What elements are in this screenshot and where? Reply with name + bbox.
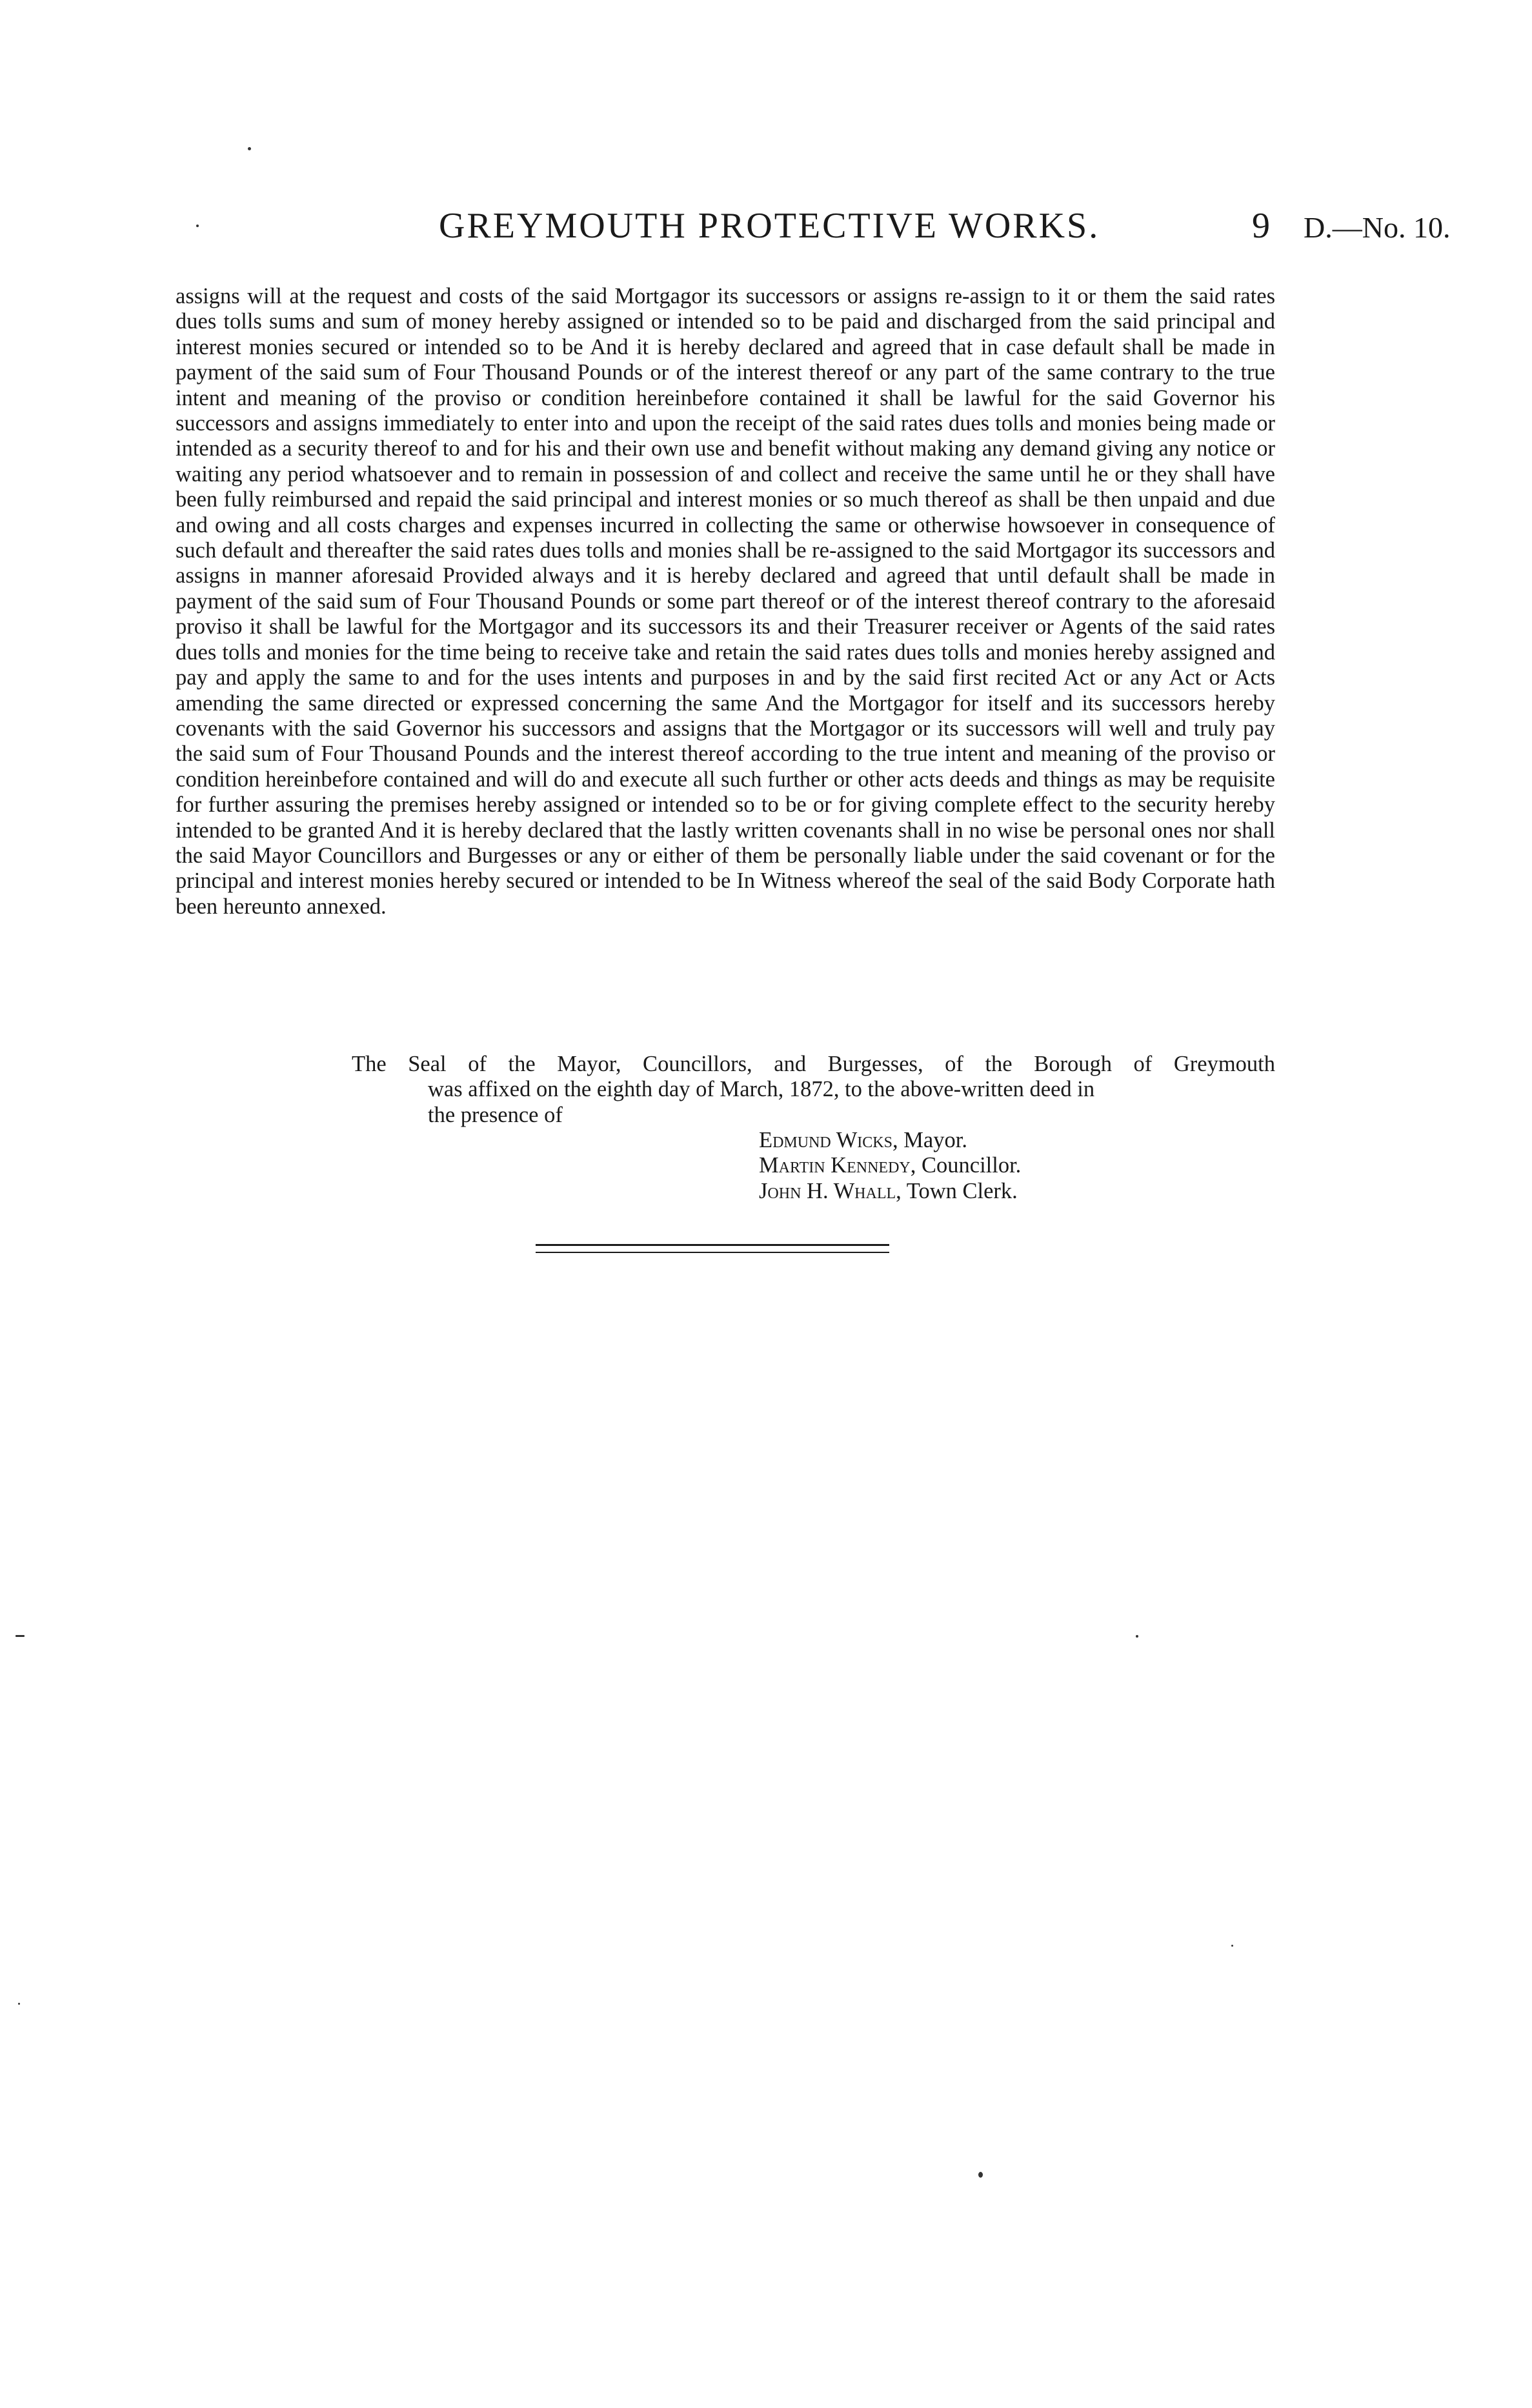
page-number: 9 [1252,206,1270,246]
attestation-line-3: the presence of [428,1102,563,1127]
signatory-role: Mayor. [903,1128,967,1152]
scan-speck [978,2172,983,2178]
document-reference: D.—No. 10. [1304,211,1451,244]
signatory-name: Edmund Wicks [759,1128,892,1152]
running-title: GREYMOUTH PROTECTIVE WORKS. [439,206,1100,246]
attestation-line-2: was affixed on the eighth day of March, 1872, to the above-written deed in [428,1077,1095,1102]
signatory-role: Town Clerk. [906,1178,1018,1203]
page-header [439,205,1455,250]
signatory-town-clerk: John H. Whall, Town Clerk. [759,1178,1018,1203]
signatory-name: Martin Kennedy [759,1153,911,1178]
signatory-role: Councillor. [922,1153,1022,1178]
scan-speck [248,147,251,150]
signatory-name: John H. Whall [759,1178,896,1203]
deed-paragraph: assigns will at the request and costs of the said Mortgagor its successors or assigns re-assign to it or them the said rates dues tolls sums and sum of money hereby assigned or intended so to be paid and discharged from the said principal and interest monies secured or intended so to be And it is hereby declared and agreed that in case default shall be made in payment of the said sum of Four Thousand Pounds or of the interest thereof or any part of the same contrary to the true intent and meaning of the proviso or condition hereinbefore contained it shall be lawful for the said Governor his successors and assigns immediately to enter into and upon the receipt of the said rates dues tolls and monies being made or intended as a security thereof to and for his and their own use and benefit without making any demand giving any notice or waiting any period whatsoever and to remain in possession of and collect and receive the same until he or they shall have been fully reimbursed and repaid the said principal and interest monies or so much thereof as shall be then unpaid and due and owing and all costs charges and expenses incurred in collecting the same or otherwise howsoever in consequence of such default and thereafter the said rates dues tolls and monies shall be re-assigned to the said Mortgagor its successors and assigns in manner aforesaid Provided always and it is hereby declared and agreed that until default shall be made in payment of the said sum of Four Thousand Pounds or some part thereof or of the interest thereof contrary to the aforesaid proviso it shall be lawful for the Mortgagor and its successors its and their Treasurer receiver or Agents of the said rates dues tolls and monies for the time being to receive take and retain the said rates dues tolls and monies hereby assigned and pay and apply the same to and for the uses intents and purposes in and by the said first recited Act or any Act or Acts amending the same directed or expressed concerning the same And the Mortgagor for itself and its successors hereby covenants with the said Governor his successors and assigns that the Mortgagor or its successors will well and truly pay the said sum of Four Thousand Pounds and the interest thereof according to the true intent and meaning of the proviso or condition hereinbefore contained and will do and execute all such further or other acts deeds and things as may be requisite for further assuring the premises hereby assigned or intended so to be or for giving complete effect to the security hereby intended to be granted And it is hereby declared that the lastly written covenants shall in no wise be personal ones nor shall the said Mayor Councillors and Burgesses or any or either of them be personally liable under the said covenant or for the principal and interest monies hereby secured or intended to be In Witness whereof the seal of the said Body Corporate hath been hereunto annexed. [176,284,1275,919]
attestation-continuation [352,1077,1275,1128]
attestation-clause [352,1052,1275,1128]
deed-body [176,284,1275,919]
attestation-line-1: The Seal of the Mayor, Councillors, and Burgesses, of the Borough of Greymouth [352,1052,1275,1076]
signatory-mayor: Edmund Wicks, Mayor. [759,1128,967,1152]
closing-double-rule [536,1244,889,1253]
signatory-councillor: Martin Kennedy, Councillor. [759,1153,1022,1178]
scan-speck [18,2003,20,2005]
scan-speck [15,1635,25,1637]
scan-speck [1136,1635,1138,1638]
scan-speck [1231,1945,1233,1947]
signatories [759,1128,1021,1204]
scan-speck [196,225,199,227]
